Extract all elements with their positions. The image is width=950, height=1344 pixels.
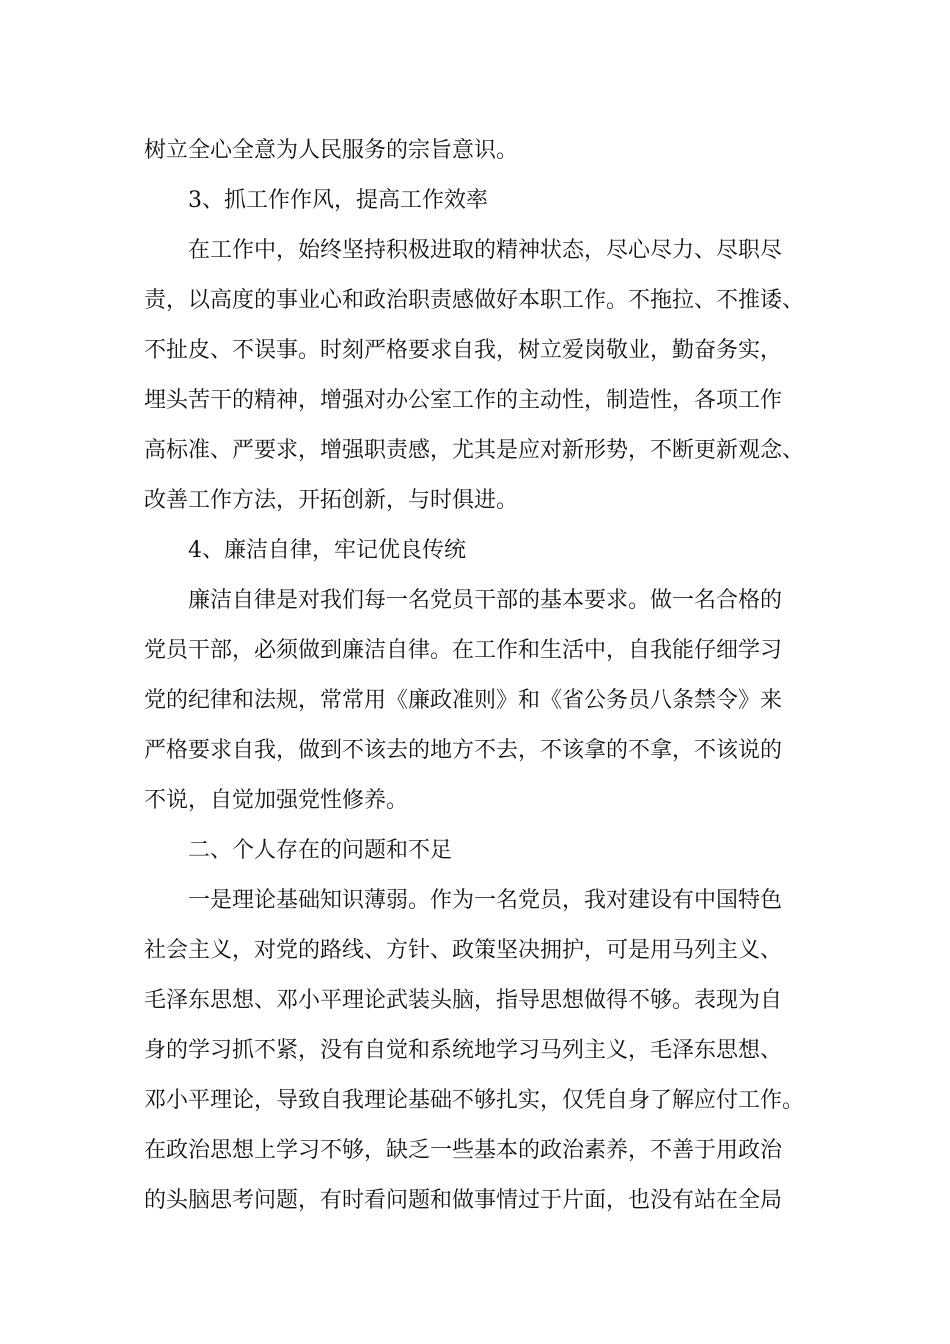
text-line: 党的纪律和法规，常常用《廉政准则》和《省公务员八条禁令》来 xyxy=(144,688,783,713)
section-heading: 3、抓工作作风，提高工作效率 xyxy=(188,188,488,213)
text-line: 在工作中，始终坚持积极进取的精神状态，尽心尽力、尽职尽 xyxy=(188,238,783,263)
text-line: 一是理论基础知识薄弱。作为一名党员，我对建设有中国特色 xyxy=(188,888,783,913)
text-line: 在政治思想上学习不够，缺乏一些基本的政治素养，不善于用政治 xyxy=(144,1138,783,1163)
text-line: 树立全心全意为人民服务的宗旨意识。 xyxy=(144,138,519,163)
text-line: 廉洁自律是对我们每一名党员干部的基本要求。做一名合格的 xyxy=(188,588,783,613)
text-line: 严格要求自我，做到不该去的地方不去，不该拿的不拿，不该说的 xyxy=(144,738,783,763)
text-line: 的头脑思考问题，有时看问题和做事情过于片面，也没有站在全局 xyxy=(144,1188,783,1213)
text-line: 社会主义，对党的路线、方针、政策坚决拥护，可是用马列主义、 xyxy=(144,938,783,963)
text-line: 党员干部，必须做到廉洁自律。在工作和生活中，自我能仔细学习 xyxy=(144,638,783,663)
section-heading: 二、个人存在的问题和不足 xyxy=(188,838,453,863)
text-line: 邓小平理论，导致自我理论基础不够扎实，仅凭自身了解应付工作。 xyxy=(144,1088,805,1113)
text-line: 不说，自觉加强党性修养。 xyxy=(144,788,409,813)
text-line: 责，以高度的事业心和政治职责感做好本职工作。不拖拉、不推诿、 xyxy=(144,288,805,313)
section-heading: 4、廉洁自律，牢记优良传统 xyxy=(188,538,466,563)
text-line: 改善工作方法，开拓创新，与时俱进。 xyxy=(144,488,519,513)
text-line: 埋头苦干的精神，增强对办公室工作的主动性，制造性，各项工作 xyxy=(144,388,783,413)
text-line: 毛泽东思想、邓小平理论武装头脑，指导思想做得不够。表现为自 xyxy=(144,988,783,1013)
text-line: 高标准、严要求，增强职责感，尤其是应对新形势，不断更新观念、 xyxy=(144,438,805,463)
text-line: 不扯皮、不误事。时刻严格要求自我，树立爱岗敬业，勤奋务实， xyxy=(144,338,783,363)
text-line: 身的学习抓不紧，没有自觉和系统地学习马列主义，毛泽东思想、 xyxy=(144,1038,783,1063)
